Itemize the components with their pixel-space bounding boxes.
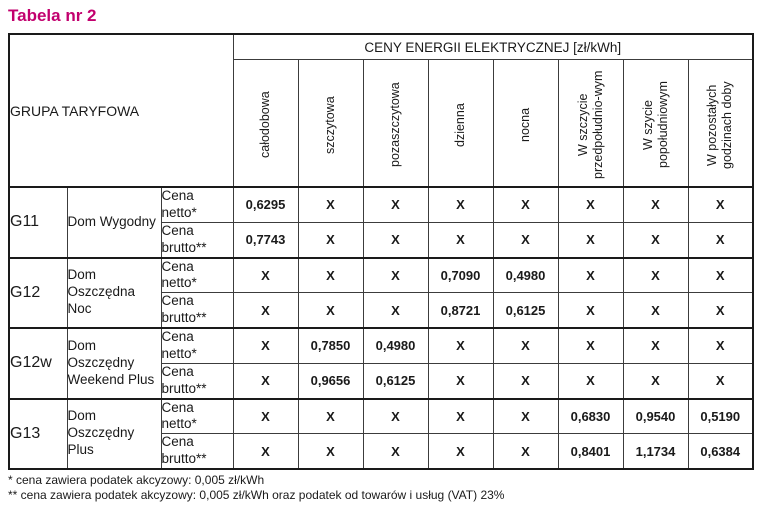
price-cell: X [623,258,688,293]
column-header-label: W pozostałych godzinach doby [705,81,735,169]
price-cell: X [298,258,363,293]
price-cell: X [363,293,428,328]
price-cell: X [428,399,493,434]
column-header-label: całodobowa [258,91,272,159]
price-cell: X [233,434,298,469]
footnote-brutto: ** cena zawiera podatek akcyzowy: 0,005 zł/kWh oraz podatek od towarów i usług (VAT) 23% [8,488,505,503]
price-cell: X [363,222,428,257]
tariff-group-code: G12 [9,258,67,329]
price-cell: X [493,399,558,434]
column-header-label: szczytowa [323,96,337,154]
footnote-netto: * cena zawiera podatek akcyzowy: 0,005 zł/kWh [8,473,265,487]
column-header-nocna [493,60,558,188]
price-cell: X [558,187,623,222]
price-cell: X [363,258,428,293]
price-cell: X [623,293,688,328]
price-cell: 0,8721 [428,293,493,328]
grupa-taryfowa-header: GRUPA TARYFOWA [9,34,233,187]
table-row-g11-netto [9,187,753,222]
price-cell: 0,7090 [428,258,493,293]
price-cell: X [623,363,688,398]
price-cell: X [493,363,558,398]
column-header-label: W szycie popołudniowym [640,81,670,169]
price-cell: 0,8401 [558,434,623,469]
column-header-pozostale-godziny [688,60,753,188]
tariff-group-name: Dom Wygodny [67,187,161,258]
price-cell: X [558,293,623,328]
price-cell: X [493,434,558,469]
price-cell: X [688,258,753,293]
price-cell: X [428,434,493,469]
price-cell: X [428,328,493,363]
price-cell: X [558,328,623,363]
price-cell: X [688,363,753,398]
price-type-label: Cena netto* [161,399,233,434]
column-header-label: W szczycie przedpołudnio-wym [575,70,605,180]
tariff-group-code: G13 [9,399,67,470]
price-type-label: Cena brutto** [161,222,233,257]
column-header-szczytowa [298,60,363,188]
price-cell: X [233,328,298,363]
price-cell: X [363,187,428,222]
price-cell: X [493,187,558,222]
price-cell: X [558,222,623,257]
price-type-label: Cena brutto** [161,434,233,469]
price-cell: X [363,434,428,469]
ceny-energii-header: CENY ENERGII ELEKTRYCZNEJ [zł/kWh] [233,34,753,60]
price-cell: X [623,328,688,363]
price-cell: 0,6125 [493,293,558,328]
column-header-calodobowa [233,60,298,188]
price-cell: X [558,258,623,293]
price-cell: X [298,434,363,469]
tariff-price-table [8,33,754,470]
column-header-szczyt-popoludniowy [623,60,688,188]
price-cell: X [688,328,753,363]
price-cell: X [493,328,558,363]
tariff-group-code: G11 [9,187,67,258]
price-cell: 0,4980 [493,258,558,293]
table-row-g12-netto [9,258,753,293]
price-cell: X [298,222,363,257]
price-cell: 0,7743 [233,222,298,257]
price-cell: X [623,222,688,257]
table-title: Tabela nr 2 [8,6,97,25]
price-type-label: Cena brutto** [161,363,233,398]
price-cell: 0,4980 [363,328,428,363]
price-cell: X [623,187,688,222]
price-cell: 0,9540 [623,399,688,434]
price-cell: X [428,363,493,398]
column-header-label: nocna [518,107,532,143]
price-cell: X [428,222,493,257]
price-type-label: Cena netto* [161,258,233,293]
price-cell: X [493,222,558,257]
price-cell: 1,1734 [623,434,688,469]
price-cell: 0,9656 [298,363,363,398]
price-cell: X [233,293,298,328]
price-cell: X [233,363,298,398]
price-cell: 0,6295 [233,187,298,222]
tariff-group-name: Dom Oszczędny Weekend Plus [67,328,161,399]
price-cell: 0,6830 [558,399,623,434]
table-row-g12w-netto [9,328,753,363]
price-cell: 0,6125 [363,363,428,398]
tariff-group-code: G12w [9,328,67,399]
price-cell: X [688,293,753,328]
column-header-pozaszczytowa [363,60,428,188]
price-cell: X [233,258,298,293]
price-cell: 0,7850 [298,328,363,363]
price-cell: X [428,187,493,222]
price-cell: X [688,222,753,257]
column-header-szczyt-przedpoludniowy [558,60,623,188]
column-header-dzienna [428,60,493,188]
price-type-label: Cena netto* [161,328,233,363]
price-cell: X [298,293,363,328]
main-header-row [9,34,753,60]
price-cell: X [298,399,363,434]
tariff-group-name: Dom Oszczędny Plus [67,399,161,470]
price-cell: X [688,187,753,222]
price-cell: X [298,187,363,222]
table-row-g13-netto [9,399,753,434]
price-type-label: Cena brutto** [161,293,233,328]
price-cell: 0,6384 [688,434,753,469]
column-header-label: dzienna [453,103,467,147]
price-cell: 0,5190 [688,399,753,434]
price-cell: X [363,399,428,434]
tariff-group-name: Dom Oszczędna Noc [67,258,161,329]
price-cell: X [233,399,298,434]
price-cell: X [558,363,623,398]
price-type-label: Cena netto* [161,187,233,222]
column-header-label: pozaszczytowa [388,82,402,168]
